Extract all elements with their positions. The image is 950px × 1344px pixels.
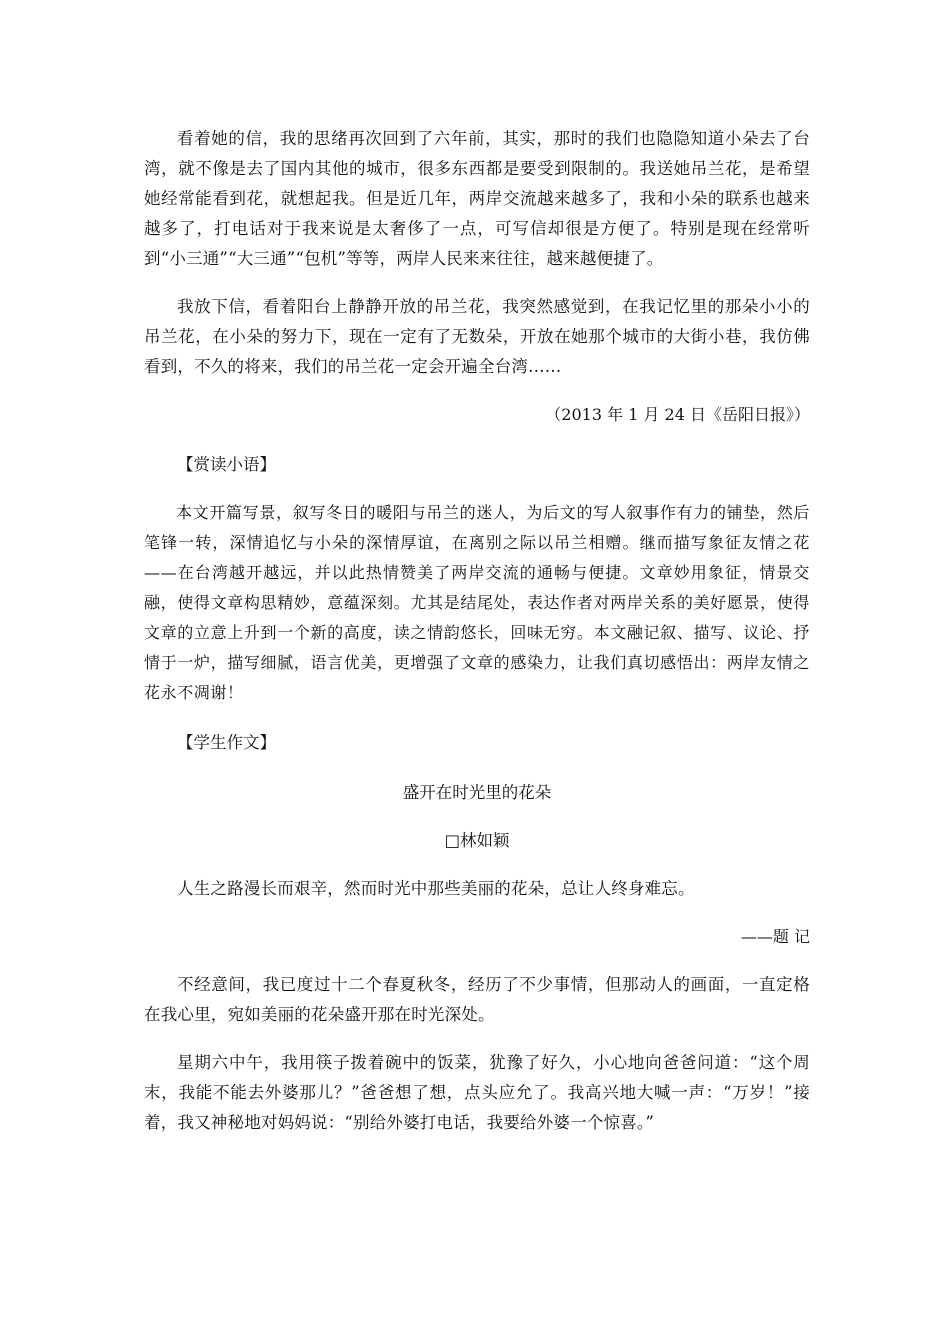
essay-paragraph: 星期六中午，我用筷子拨着碗中的饭菜，犹豫了好久，小心地向爸爸问道：“这个周末，我能不能去外婆那儿？”爸爸想了想，点头应允了。我高兴地大喊一声：“万岁！”接着，我又神秘地对妈妈说：“别给外婆打电话，我要给外婆一个惊喜。” (144, 1053, 810, 1132)
body-paragraph: 我放下信，看着阳台上静静开放的吊兰花，我突然感觉到，在我记忆里的那朵小小的吊兰花，在小朵的努力下，现在一定有了无数朵，开放在她那个城市的大街小巷，我仿佛看到，不久的将来，我们的吊兰花一定会开遍全台湾…… (144, 297, 810, 376)
essay-paragraph: 不经意间，我已度过十二个春夏秋冬，经历了不少事情，但那动人的画面，一直定格在我心里，宛如美丽的花朵盛开那在时光深处。 (144, 975, 810, 1024)
essay-author: □林如颖 (444, 831, 510, 850)
appreciation-text: 本文开篇写景，叙写冬日的暖阳与吊兰的迷人，为后文的写人叙事作有力的铺垫，然后笔锋一转，深情追忆与小朵的深情厚谊，在离别之际以吊兰相赠。继而描写象征友情之花——在台湾越开越远，并以此热情赞美了两岸交流的通畅与便捷。文章妙用象征，情景交融，使得文章构思精妙，意蕴深刻。尤其是结尾处，表达作者对两岸关系的美好愿景，使得文章的立意上升到一个新的高度，读之情韵悠长，回味无穷。本文融记叙、描写、议论、抒情于一炉，描写细腻，语言优美，更增强了文章的感染力，让我们真切感悟出：两岸友情之花永不凋谢！ (144, 503, 810, 702)
student-essay-heading: 【学生作文】 (177, 733, 276, 752)
essay-title: 盛开在时光里的花朵 (402, 783, 552, 802)
body-paragraph: 看着她的信，我的思绪再次回到了六年前，其实，那时的我们也隐隐知道小朵去了台湾，就不像是去了国内其他的城市，很多东西都是要受到限制的。我送她吊兰花，是希望她经常能看到花，就想起我。但是近几年，两岸交流越来越多了，我和小朵的联系也越来越多了，打电话对于我来说是太奢侈了一点，可写信却很是方便了。特别是现在经常听到“小三通”“大三通”“包机”等等，两岸人民来来往往，越来越便捷了。 (144, 129, 810, 268)
epigraph-attribution: ——题 记 (740, 927, 810, 946)
source-citation: （2013 年 1 月 24 日《岳阳日报》） (545, 405, 810, 424)
appreciation-heading: 【赏读小语】 (177, 455, 276, 474)
essay-epigraph: 人生之路漫长而艰辛，然而时光中那些美丽的花朵，总让人终身难忘。 (177, 879, 695, 898)
